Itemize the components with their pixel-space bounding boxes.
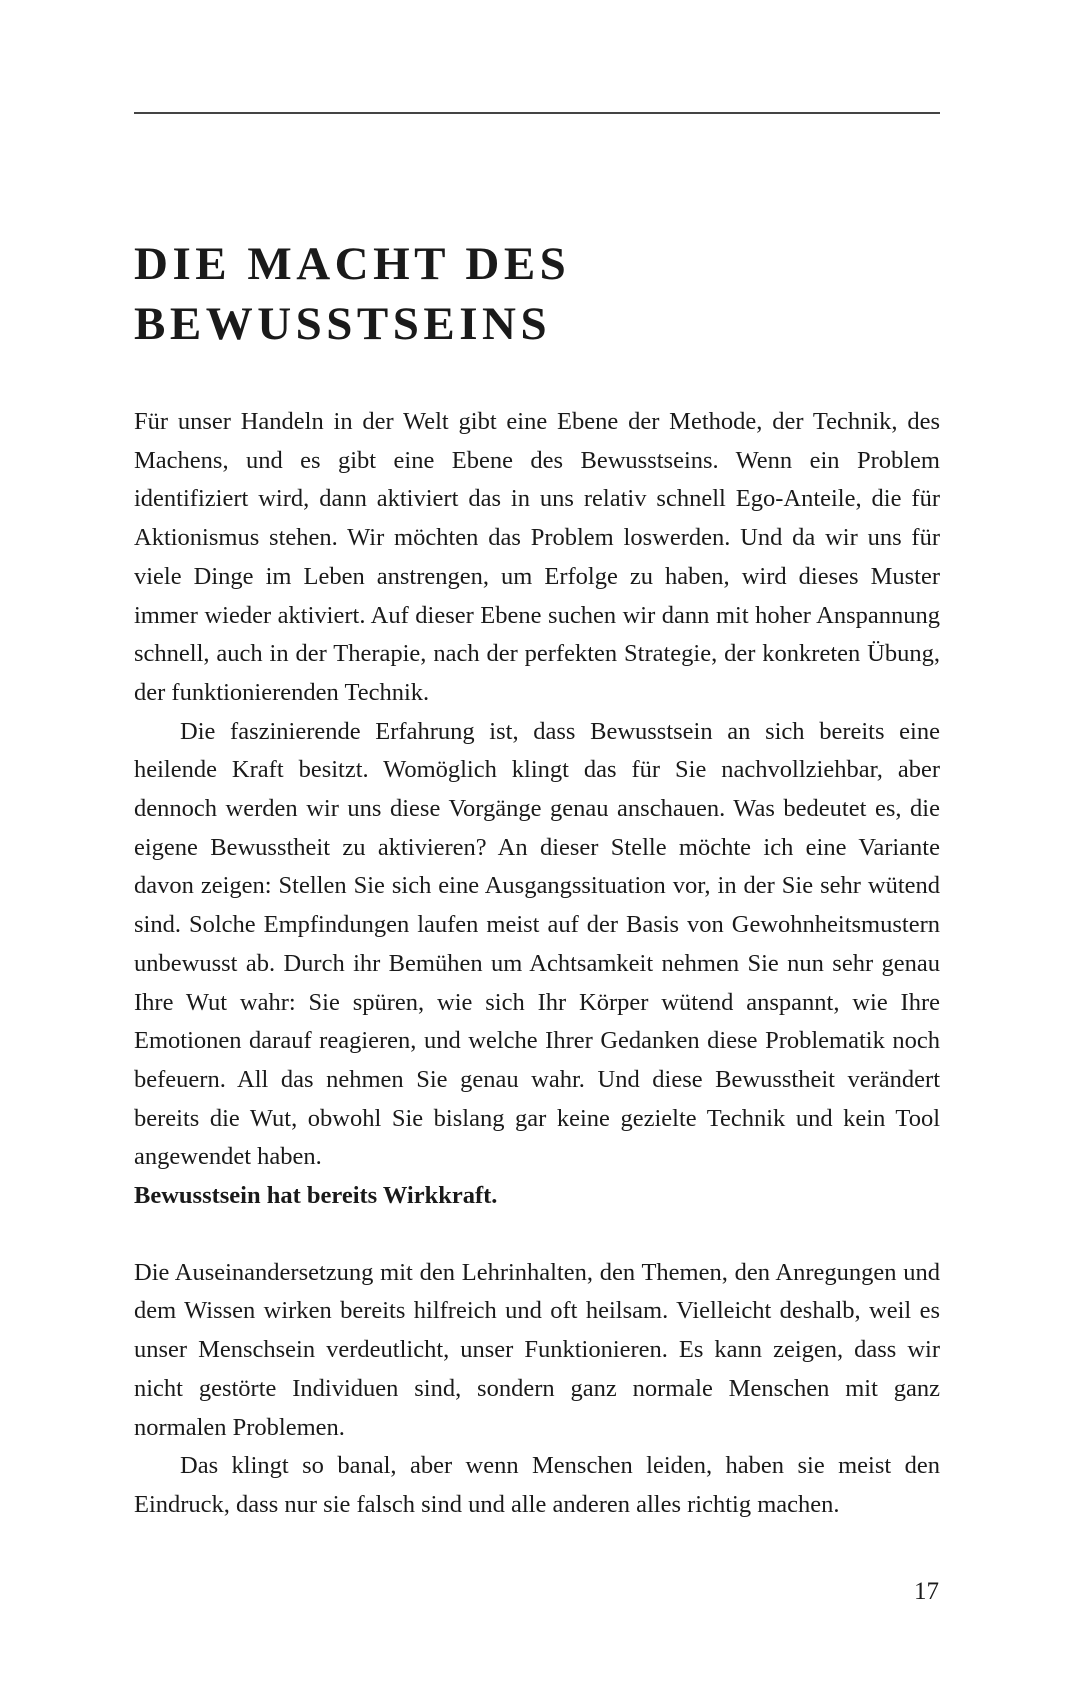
chapter-title-line-1: DIE MACHT DES (134, 238, 571, 290)
body-text (134, 403, 940, 1525)
paragraph-4: Das klingt so banal, aber wenn Menschen leiden, haben sie meist den Eindruck, dass nur sie falsch sind und alle anderen alles richtig machen. (134, 1452, 940, 1518)
chapter-title (134, 234, 934, 354)
paragraph-2 (134, 713, 940, 1216)
paragraph-3: Die Auseinandersetzung mit den Lehrinhalten, den Themen, den Anregungen und dem Wissen wirken bereits hilfreich und oft heilsam. Vielleicht deshalb, weil es unser Menschsein verdeutlicht, unser Funktionieren. Es kann zeigen, dass wir nicht gestörte Individuen sind, sondern ganz normale Menschen mit ganz normalen Problemen. (134, 1258, 940, 1441)
header-rule (134, 112, 940, 114)
paragraph-1: Für unser Handeln in der Welt gibt eine Ebene der Methode, der Technik, des Machens, und es gibt eine Ebene des Bewusstseins. Wenn ein Problem identifiziert wird, dann aktiviert das in uns relativ schnell Ego-Anteile, die für Aktionismus stehen. Wir möchten das Problem loswerden. Und da wir uns für viele Dinge im Leben anstrengen, um Erfolge zu haben, wird dieses Muster immer wieder aktiviert. Auf dieser Ebene suchen wir dann mit hoher Anspannung schnell, auch in der Therapie, nach der perfekten Strategie, der konkreten Übung, der funktionierenden Technik. (134, 408, 940, 706)
paragraph-2-text: Die faszinierende Erfahrung ist, dass Bewusstsein an sich bereits eine heilende Kraft besitzt. Womöglich klingt das für Sie nachvollziehbar, aber dennoch werden wir uns diese Vorgänge genau anschauen. Was bedeutet es, die eigene Bewusstheit zu aktivieren? An dieser Stelle möchte ich eine Variante davon zeigen: Stellen Sie sich eine Ausgangssituation vor, in der Sie sehr wütend sind. Solche Empfindungen laufen meist auf der Basis von Gewohnheitsmustern unbewusst ab. Durch ihr Bemühen um Achtsamkeit nehmen Sie nun sehr genau Ihre Wut wahr: Sie spüren, wie sich Ihr Körper wütend anspannt, wie Ihre Emotionen darauf reagieren, und welche Ihrer Gedanken diese Problematik noch befeuern. All das nehmen Sie genau wahr. Und diese Bewusstheit verändert bereits die Wut, obwohl Sie bislang gar keine gezielte Technik und kein Tool angewendet haben. (134, 717, 940, 1171)
page-number: 17 (914, 1578, 939, 1605)
paragraph-2-emphasis: Bewusstsein hat bereits Wirkkraft. (134, 1182, 498, 1210)
chapter-title-line-2: BEWUSSTSEINS (134, 298, 552, 350)
